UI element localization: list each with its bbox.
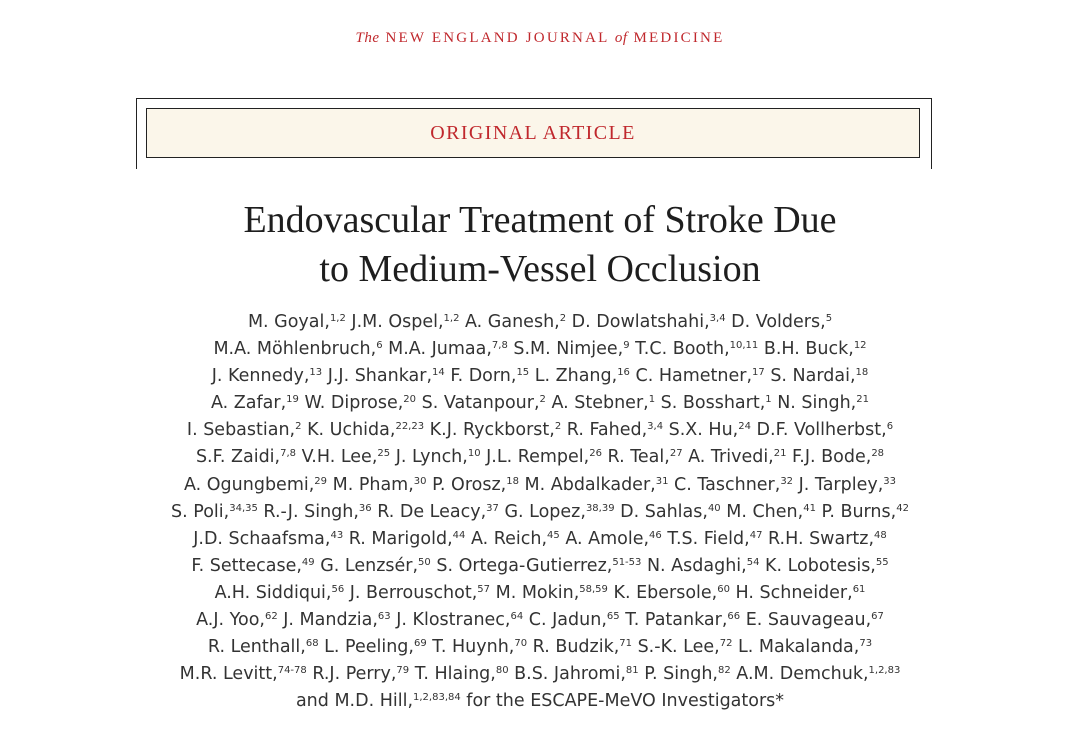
affiliation-superscript: 51-53 (612, 556, 642, 568)
author-name: W. Diprose, (298, 393, 404, 414)
author-name: J. Berrouschot, (344, 582, 478, 603)
author-line (0, 661, 1080, 688)
author-name: M.A. Jumaa, (382, 339, 492, 360)
author-line (0, 444, 1080, 471)
affiliation-superscript: 82 (717, 665, 731, 677)
author-name: H. Schneider, (729, 582, 853, 603)
author-name: T. Huynh, (426, 637, 515, 658)
author-name: J. Mandzia, (277, 610, 378, 631)
author-name: B.H. Buck, (758, 339, 854, 360)
affiliation-superscript: 29 (314, 475, 328, 487)
author-name: N. Singh, (771, 393, 857, 414)
affiliation-superscript: 30 (413, 475, 427, 487)
affiliation-superscript: 2 (559, 313, 567, 324)
affiliation-superscript: 14 (432, 367, 445, 379)
author-name: L. Peeling, (318, 637, 414, 658)
affiliation-superscript: 21 (856, 394, 869, 406)
author-name: R. Lenthall, (207, 637, 306, 658)
affiliation-superscript: 74-78 (277, 665, 307, 677)
affiliation-superscript: 46 (649, 529, 662, 541)
affiliation-superscript: 64 (510, 611, 524, 623)
affiliation-superscript: 61 (852, 583, 866, 595)
author-name: R. Budzik, (527, 637, 620, 658)
affiliation-superscript: 65 (606, 611, 620, 623)
author-name: A. Zafar, (211, 393, 287, 414)
affiliation-superscript: 1,2 (443, 313, 460, 324)
affiliation-superscript: 58,59 (579, 583, 608, 595)
author-name: S. Ortega-Gutierrez, (430, 555, 613, 576)
author-name: R.H. Swartz, (762, 528, 875, 549)
author-name: T. Patankar, (619, 610, 728, 631)
author-name: E. Sauvageau, (740, 610, 872, 631)
author-name: S.F. Zaidi, (195, 447, 281, 468)
affiliation-superscript: 73 (859, 638, 873, 650)
masthead-the: The (355, 30, 380, 46)
author-name: F.J. Bode, (786, 447, 872, 468)
affiliation-superscript: 49 (301, 556, 315, 568)
author-name: R. Fahed, (561, 420, 648, 441)
affiliation-superscript: 63 (377, 611, 391, 623)
affiliation-superscript: 44 (452, 529, 466, 541)
affiliation-superscript: 66 (727, 611, 741, 623)
affiliation-superscript: 3,4 (647, 421, 664, 433)
author-name: F. Settecase, (191, 555, 302, 576)
affiliation-superscript: 70 (514, 638, 528, 650)
author-name: J. Klostranec, (390, 610, 511, 631)
affiliation-superscript: 24 (738, 421, 751, 433)
author-name: T. Hlaing, (409, 664, 496, 685)
affiliation-superscript: 79 (396, 665, 410, 677)
affiliation-superscript: 80 (495, 665, 509, 677)
author-name: A. Reich, (465, 528, 548, 549)
author-name: A. Ogungbemi, (183, 474, 315, 495)
author-name: G. Lopez, (498, 501, 586, 522)
affiliation-superscript: 72 (719, 638, 733, 650)
author-name: J.D. Schaafsma, (193, 528, 331, 549)
author-name: G. Lenzsér, (314, 555, 419, 576)
author-name: J. Kennedy, (211, 366, 310, 387)
affiliation-superscript: 1,2,83,84 (413, 692, 461, 704)
author-name: A.H. Siddiqui, (214, 582, 332, 603)
affiliation-superscript: 1 (648, 394, 656, 406)
affiliation-superscript: 42 (896, 502, 909, 514)
author-name: J. Lynch, (390, 447, 468, 468)
author-name: and M.D. Hill, (295, 691, 414, 712)
author-line (0, 336, 1080, 363)
author-name: S.X. Hu, (663, 420, 739, 441)
affiliation-superscript: 5 (825, 313, 833, 324)
affiliation-superscript: 6 (376, 340, 383, 352)
author-name: S. Nardai, (764, 366, 856, 387)
affiliation-superscript: 41 (803, 502, 816, 514)
author-name: A. Stebner, (545, 393, 649, 414)
author-name: A. Amole, (559, 528, 650, 549)
author-name: J.L. Rempel, (480, 447, 590, 468)
author-name: M.A. Möhlenbruch, (213, 339, 377, 360)
author-name: K.J. Ryckborst, (424, 420, 555, 441)
author-line (0, 309, 1080, 336)
affiliation-superscript: 38,39 (585, 502, 615, 514)
author-name: R. Teal, (601, 447, 670, 468)
affiliation-superscript: 56 (331, 583, 345, 595)
affiliation-superscript: 43 (330, 529, 344, 541)
author-name: P. Burns, (815, 501, 897, 522)
author-line (0, 499, 1080, 526)
author-name: K. Lobotesis, (759, 555, 876, 576)
affiliation-superscript: 1 (765, 394, 772, 406)
author-name: A. Trivedi, (682, 447, 774, 468)
author-name: M. Goyal, (247, 312, 330, 332)
author-name: A.J. Yoo, (196, 610, 265, 631)
affiliation-superscript: 21 (773, 448, 787, 460)
affiliation-superscript: 36 (358, 502, 372, 514)
affiliation-superscript: 10 (467, 448, 481, 460)
affiliation-superscript: 50 (418, 556, 431, 568)
affiliation-superscript: 2 (554, 421, 562, 433)
affiliation-superscript: 13 (309, 367, 323, 379)
author-name: M. Chen, (720, 501, 804, 522)
affiliation-superscript: 34,35 (229, 502, 258, 514)
affiliation-superscript: 69 (413, 638, 427, 650)
author-name: J.M. Ospel, (345, 312, 444, 332)
affiliation-superscript: 12 (853, 340, 867, 352)
affiliation-superscript: 27 (669, 448, 683, 460)
author-name: C. Jadun, (523, 610, 607, 631)
affiliation-superscript: 55 (875, 556, 889, 568)
author-name: N. Asdaghi, (641, 555, 747, 576)
affiliation-superscript: 40 (707, 502, 721, 514)
author-name: A.M. Demchuk, (730, 664, 869, 685)
author-line (0, 553, 1080, 580)
author-name: D. Sahlas, (614, 501, 708, 522)
author-name: M. Mokin, (490, 582, 580, 603)
author-name: L. Zhang, (529, 366, 618, 387)
author-name: J. Tarpley, (793, 474, 884, 495)
author-name: T.S. Field, (661, 528, 750, 549)
affiliation-superscript: 15 (516, 367, 530, 379)
affiliation-superscript: 26 (589, 448, 602, 460)
author-line (0, 526, 1080, 553)
author-name: S. Poli, (171, 501, 230, 522)
author-name: for the ESCAPE-MeVO Investigators* (460, 691, 785, 712)
author-line (0, 607, 1080, 634)
affiliation-superscript: 62 (264, 611, 278, 623)
affiliation-superscript: 32 (780, 475, 794, 487)
title-line-2: to Medium-Vessel Occlusion (319, 248, 761, 290)
article-title (0, 196, 1080, 294)
author-line (0, 390, 1080, 417)
affiliation-superscript: 18 (506, 475, 519, 487)
affiliation-superscript: 3,4 (709, 313, 726, 324)
article-type-label: ORIGINAL ARTICLE (430, 121, 636, 144)
affiliation-superscript: 16 (617, 367, 630, 379)
journal-masthead (0, 30, 1080, 47)
affiliation-superscript: 47 (749, 529, 763, 541)
affiliation-superscript: 68 (305, 638, 319, 650)
affiliation-superscript: 10,11 (729, 340, 759, 352)
masthead-name-part2: MEDICINE (633, 30, 725, 46)
affiliation-superscript: 6 (886, 421, 894, 433)
author-name: C. Hametner, (629, 366, 753, 387)
author-name: P. Singh, (638, 664, 718, 685)
author-name: T.C. Booth, (629, 339, 730, 360)
affiliation-superscript: 9 (623, 340, 630, 352)
author-name: S.-K. Lee, (632, 637, 720, 658)
author-name: M.R. Levitt, (179, 664, 278, 685)
affiliation-superscript: 17 (752, 367, 765, 379)
affiliation-superscript: 54 (746, 556, 760, 568)
author-name: D. Dowlatshahi, (566, 312, 710, 332)
affiliation-superscript: 45 (547, 529, 560, 541)
affiliation-superscript: 18 (855, 367, 869, 379)
affiliation-superscript: 2 (295, 421, 302, 433)
author-line (0, 634, 1080, 661)
affiliation-superscript: 81 (625, 665, 639, 677)
affiliation-superscript: 2 (539, 394, 546, 406)
author-name: R. Marigold, (343, 528, 453, 549)
author-name: C. Taschner, (668, 474, 781, 495)
author-name: R.-J. Singh, (257, 501, 359, 522)
author-name: K. Uchida, (301, 420, 396, 441)
author-name: D.F. Vollherbst, (750, 420, 887, 441)
author-line (0, 363, 1080, 390)
masthead-name-part1: NEW ENGLAND JOURNAL (385, 30, 609, 46)
masthead-of: of (614, 30, 628, 46)
author-name: M. Abdalkader, (518, 474, 656, 495)
affiliation-superscript: 28 (871, 448, 885, 460)
affiliation-superscript: 25 (377, 448, 391, 460)
author-name: S.M. Nimjee, (507, 339, 624, 360)
affiliation-superscript: 33 (883, 475, 896, 487)
author-line (0, 688, 1080, 715)
author-line (0, 472, 1080, 499)
affiliation-superscript: 19 (286, 394, 299, 406)
author-line (0, 417, 1080, 444)
author-name: R. De Leacy, (371, 501, 487, 522)
author-name: K. Ebersole, (607, 582, 718, 603)
affiliation-superscript: 71 (619, 638, 633, 650)
affiliation-superscript: 57 (477, 583, 491, 595)
title-line-1: Endovascular Treatment of Stroke Due (243, 199, 837, 241)
affiliation-superscript: 67 (871, 611, 884, 623)
article-type-banner (146, 108, 920, 158)
affiliation-superscript: 48 (874, 529, 887, 541)
affiliation-superscript: 7,8 (280, 448, 297, 460)
affiliation-superscript: 31 (655, 475, 669, 487)
author-name: R.J. Perry, (306, 664, 397, 685)
author-name: V.H. Lee, (296, 447, 378, 468)
affiliation-superscript: 20 (403, 394, 417, 406)
author-name: P. Orosz, (426, 474, 507, 495)
author-line (0, 580, 1080, 607)
author-name: F. Dorn, (444, 366, 517, 387)
author-name: B.S. Jahromi, (508, 664, 626, 685)
author-name: A. Ganesh, (459, 312, 560, 332)
author-name: J.J. Shankar, (322, 366, 433, 387)
author-name: I. Sebastian, (186, 420, 296, 441)
author-name: D. Volders, (725, 312, 826, 332)
author-name: S. Bosshart, (655, 393, 766, 414)
author-name: S. Vatanpour, (416, 393, 540, 414)
affiliation-superscript: 37 (486, 502, 499, 514)
author-name: L. Makalanda, (732, 637, 860, 658)
affiliation-superscript: 1,2 (329, 313, 346, 324)
author-name: M. Pham, (327, 474, 414, 495)
affiliation-superscript: 60 (717, 583, 730, 595)
affiliation-superscript: 22,23 (395, 421, 425, 433)
author-list (0, 309, 1080, 715)
affiliation-superscript: 7,8 (491, 340, 508, 352)
affiliation-superscript: 1,2,83 (868, 665, 901, 677)
